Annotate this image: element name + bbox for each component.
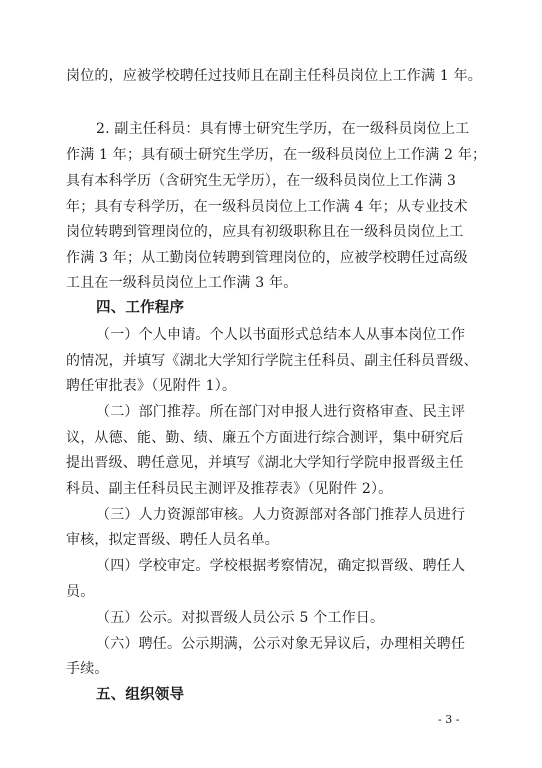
text-line: 手续。 xyxy=(66,661,109,677)
text-line: 岗位的，应被学校聘任过技师且在副主任科员岗位上工作满 1 年。 xyxy=(66,68,483,84)
text-line: （二）部门推荐。所在部门对申报人进行资格审查、民主评 xyxy=(96,404,466,420)
text-line: （三）人力资源部审核。人力资源部对各部门推荐人员进行 xyxy=(96,507,466,523)
section-heading: 四、工作程序 xyxy=(96,300,185,316)
text-line: 审核，拟定晋级、聘任人员名单。 xyxy=(66,532,279,548)
text-line: 岗位转聘到管理岗位的，应具有初级职称且在一级科员岗位上工 xyxy=(66,224,464,240)
page-number: - 3 - xyxy=(438,713,460,726)
text-line: （四）学校审定。学校根据考察情况，确定拟晋级、聘任人 xyxy=(96,558,466,574)
text-line: 科员、副主任科员民主测评及推荐表》（见附件 2）。 xyxy=(66,481,393,497)
text-line: （五）公示。对拟晋级人员公示 5 个工作日。 xyxy=(96,610,385,626)
text-line: 员。 xyxy=(66,584,95,600)
text-line: 工且在一级科员岗位上工作满 3 年。 xyxy=(66,275,298,291)
section-heading: 五、组织领导 xyxy=(96,687,185,703)
text-line: 年；具有专科学历，在一级科员岗位上工作满 4 年；从专业技术 xyxy=(66,199,468,215)
text-line: 作满 3 年；从工勤岗位转聘到管理岗位的，应被学校聘任过高级 xyxy=(66,250,468,266)
text-line: （一）个人申请。个人以书面形式总结本人从事本岗位工作 xyxy=(96,327,466,343)
text-line: 2. 副主任科员：具有博士研究生学历，在一级科员岗位上工 xyxy=(96,121,470,137)
text-line: 作满 1 年；具有硕士研究生学历，在一级科员岗位上工作满 2 年； xyxy=(66,147,487,163)
text-line: 具有本科学历（含研究生无学历），在一级科员岗位上工作满 3 xyxy=(66,173,457,189)
text-line: 聘任审批表》（见附件 1）。 xyxy=(66,378,237,394)
text-line: 提出晋级、聘任意见，并填写《湖北大学知行学院申报晋级主任 xyxy=(66,455,464,471)
text-line: （六）聘任。公示期满，公示对象无异议后，办理相关聘任 xyxy=(96,636,466,652)
text-line: 议，从德、能、勤、绩、廉五个方面进行综合测评，集中研究后 xyxy=(66,430,464,446)
text-line: 的情况，并填写《湖北大学知行学院主任科员、副主任科员晋级、 xyxy=(66,353,478,369)
